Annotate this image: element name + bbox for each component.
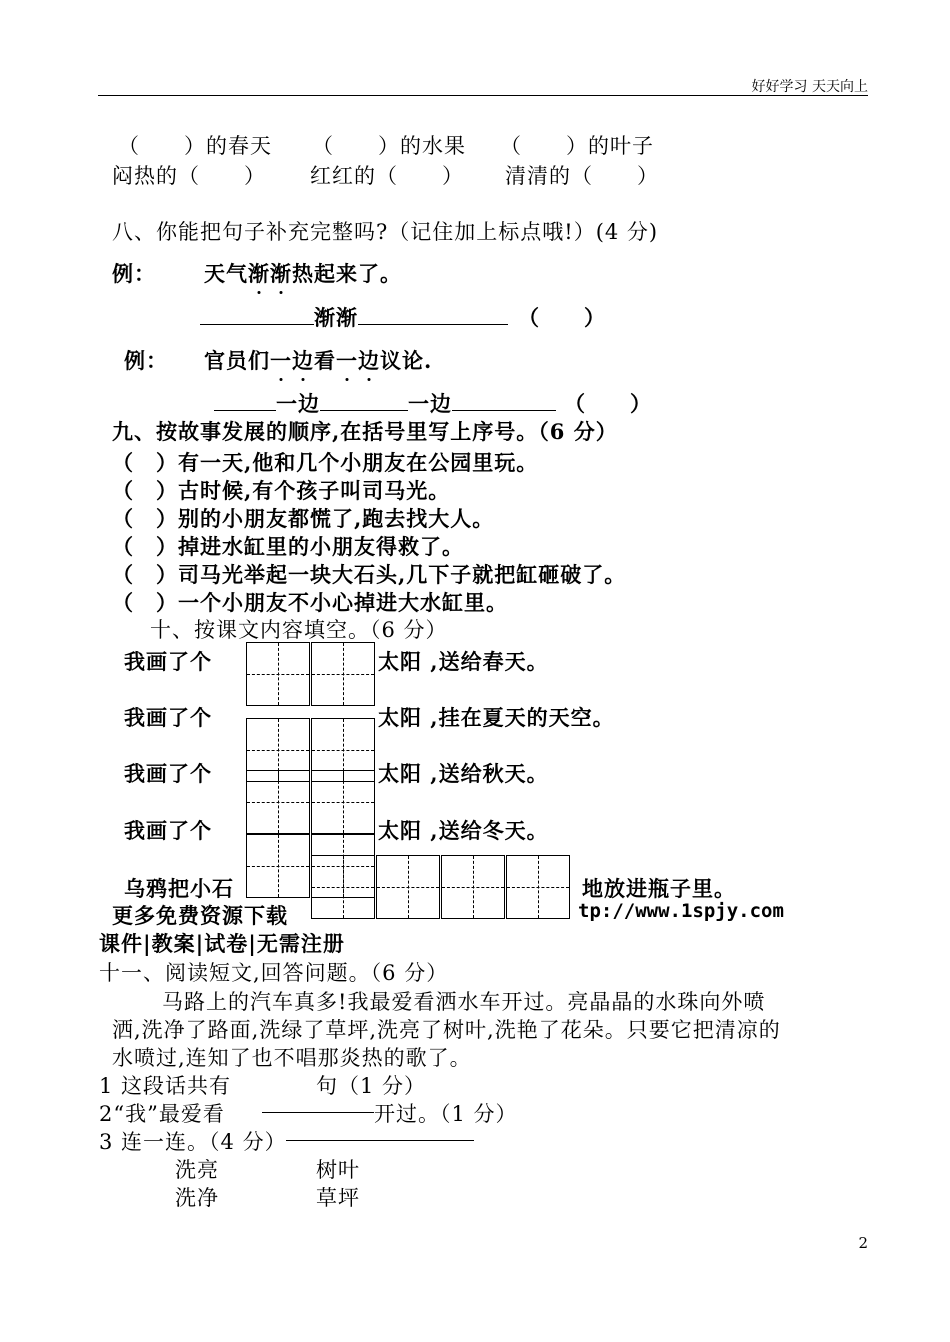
s8-example2 (124, 345, 432, 375)
grid-cell[interactable] (376, 855, 440, 919)
grid-cell[interactable] (311, 855, 375, 919)
s10-line3-prefix: 我画了个 (124, 761, 212, 786)
s8-ex2-dot4: 边 (358, 345, 380, 375)
ad-line2: 课件|教案|试卷|无需注册 (99, 931, 345, 956)
s10-line4-prefix: 我画了个 (124, 818, 212, 843)
s9-item-6: （ ）一个小朋友不小心掉进大水缸里。 (112, 590, 508, 615)
grid-cell[interactable] (311, 770, 375, 834)
s8-ex2-before: 官员们 (204, 348, 270, 373)
s8-fill1-paren: （ ） (518, 305, 606, 330)
s7-row1-item3: （ ）的叶子 (500, 134, 654, 158)
grid-cell[interactable] (311, 642, 375, 706)
s9-item-2: （ ）古时候,有个孩子叫司马光。 (112, 478, 451, 503)
s9-item-1: （ ）有一天,他和几个小朋友在公园里玩。 (112, 450, 539, 475)
q1-text-b: 句（1 分） (316, 1074, 427, 1098)
s8-fill2-blank3[interactable] (452, 392, 556, 411)
q2-text-b: 开过。（1 分） (374, 1102, 518, 1126)
s8-fill2-paren: （ ） (564, 391, 652, 416)
passage-line-1: 马路上的汽车真多!我最爱看洒水车开过。亮晶晶的水珠向外喷 (162, 990, 766, 1014)
s8-fill2-blank1[interactable] (214, 392, 276, 411)
s8-fill2-blank2[interactable] (320, 392, 408, 411)
s10-line2-suffix: 太阳 ,挂在夏天的天空。 (378, 705, 615, 730)
section8-title: 八、你能把句子补充完整吗?（记住加上标点哦!）(4 分) (112, 220, 659, 244)
s10-crow-suffix: 地放进瓶子里。 (582, 876, 736, 901)
header-rule (98, 95, 868, 96)
passage-line-3: 水喷过,连知了也不唱那炎热的歌了。 (112, 1046, 472, 1070)
s8-fill2-word2: 一边 (408, 391, 452, 416)
ad-prefix: 更多免费资源下载 (112, 903, 288, 928)
q1-text-a: 1 这段话共有 (99, 1074, 232, 1098)
s8-ex2-dot1: 一 (270, 345, 292, 375)
s8-fill1-blank2[interactable] (358, 306, 508, 325)
s8-ex1-dot2: 渐 (270, 258, 292, 288)
s8-ex1-before: 天气 (204, 261, 248, 286)
section9-title: 九、按故事发展的顺序,在括号里写上序号。（6 分） (112, 419, 618, 444)
match-left-2[interactable]: 洗净 (175, 1186, 219, 1210)
passage-line-2: 洒,洗净了路面,洗绿了草坪,洗亮了树叶,洗艳了花朵。只要它把清凉的 (112, 1018, 781, 1042)
s7-row1-item2: （ ）的水果 (312, 134, 466, 158)
s10-line4-suffix: 太阳 ,送给冬天。 (378, 818, 549, 843)
s7-row1-item1: （ ）的春天 (118, 134, 272, 158)
grid-cell[interactable] (246, 834, 310, 898)
grid-cell[interactable] (441, 855, 505, 919)
s10-line1-prefix: 我画了个 (124, 649, 212, 674)
section10-title: 十、按课文内容填空。（6 分） (150, 618, 448, 642)
match-right-1[interactable]: 树叶 (316, 1158, 360, 1182)
s7-row2-item1: 闷热的（ ） (112, 164, 266, 188)
s8-fill2-word1: 一边 (276, 391, 320, 416)
s8-example1 (112, 258, 402, 288)
s8-fill1-word: 渐渐 (314, 305, 358, 330)
s7-row2-item3: 清清的（ ） (505, 164, 659, 188)
s8-ex2-after: 议论. (380, 348, 433, 373)
s9-item-5: （ ）司马光举起一块大石头,几下子就把缸砸破了。 (112, 562, 627, 587)
s10-line2-prefix: 我画了个 (124, 705, 212, 730)
match-left-1[interactable]: 洗亮 (175, 1158, 219, 1182)
grid-cell[interactable] (506, 855, 570, 919)
ad-url[interactable]: tp://www.1spjy.com (578, 900, 784, 922)
s8-ex1-label: 例： (112, 261, 156, 286)
s8-ex1-dot1: 渐 (248, 258, 270, 288)
grid-cell[interactable] (246, 642, 310, 706)
s8-ex2-label: 例： (124, 348, 168, 373)
page-header: 好好学习 天天向上 (751, 79, 868, 95)
s10-line3-suffix: 太阳 ,送给秋天。 (378, 761, 549, 786)
grid-cell[interactable] (246, 770, 310, 834)
s8-fill1-blank1[interactable] (200, 306, 314, 325)
s9-item-3: （ ）别的小朋友都慌了,跑去找大人。 (112, 506, 495, 531)
s9-item-4: （ ）掉进水缸里的小朋友得救了。 (112, 534, 464, 559)
s8-ex1-after: 热起来了。 (292, 261, 402, 286)
q3-rule (286, 1140, 474, 1141)
s10-crow-prefix: 乌鸦把小石 (124, 876, 234, 901)
s10-line1-suffix: 太阳 ,送给春天。 (378, 649, 549, 674)
page-number: 2 (858, 1234, 868, 1252)
s7-row2-item2: 红红的（ ） (310, 164, 464, 188)
q2-text-a: 2“我”最爱看 (99, 1102, 225, 1126)
s8-fill1 (200, 302, 606, 332)
s8-fill2 (214, 388, 652, 418)
s8-ex2-dot2: 边 (292, 345, 314, 375)
q3-text: 3 连一连。（4 分） (99, 1130, 287, 1154)
s8-ex2-dot3: 一 (336, 345, 358, 375)
match-right-2[interactable]: 草坪 (316, 1186, 360, 1210)
s8-ex2-mid: 看 (314, 348, 336, 373)
q2-answer-line[interactable] (262, 1112, 374, 1113)
section11-title: 十一、阅读短文,回答问题。（6 分） (99, 961, 449, 985)
